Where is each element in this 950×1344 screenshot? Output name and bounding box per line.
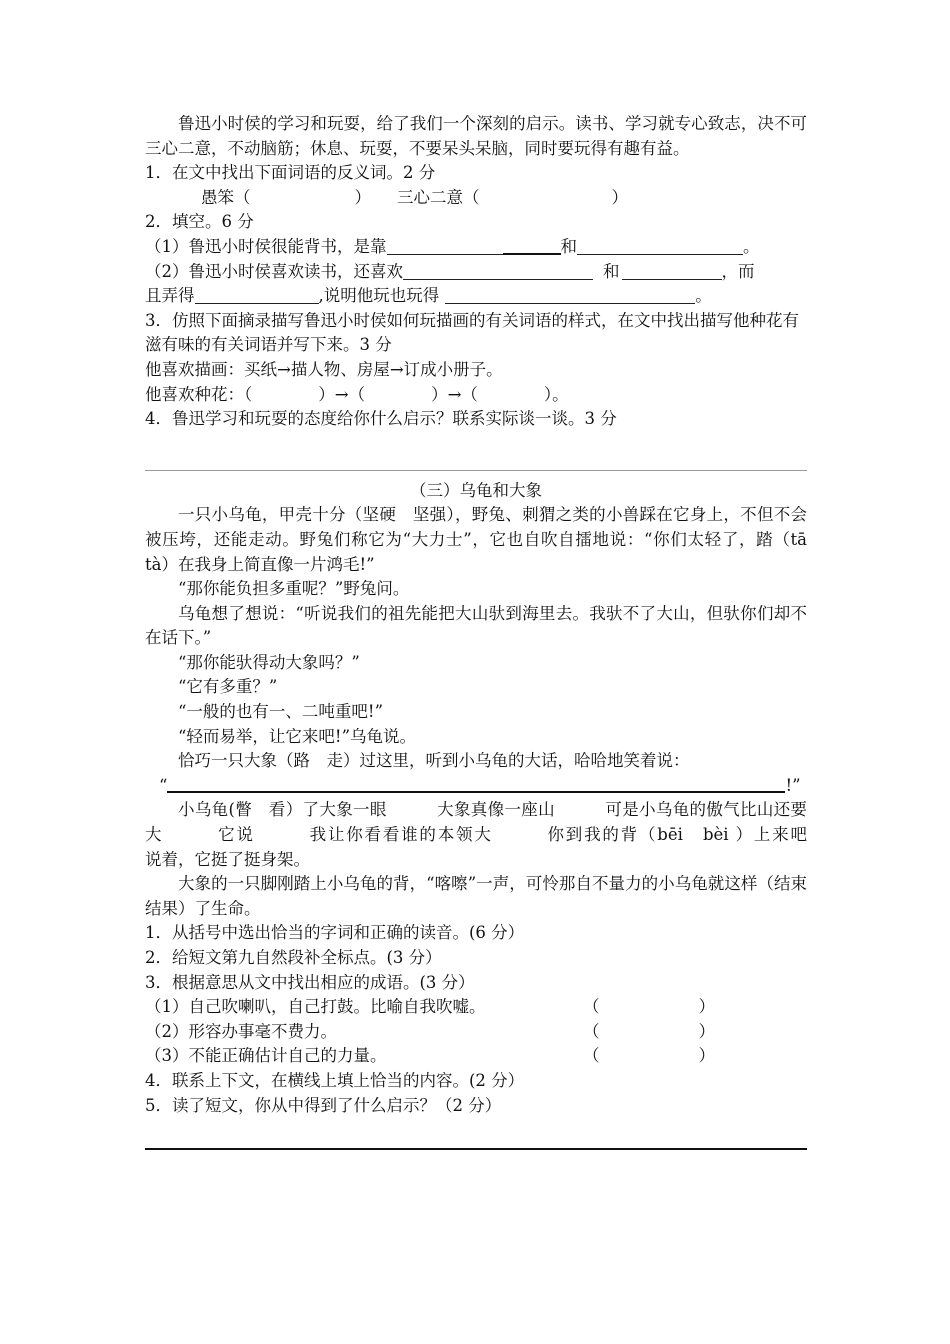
- story-question-1: 1．从括号中选出恰当的字词和正确的读音。(6 分）: [145, 923, 525, 943]
- question-2-1: （1）鲁迅小时侯很能背书，是靠 和 。: [145, 236, 760, 256]
- story-paragraph-9: 小乌龟(瞥 看）了大象一眼 大象真像一座山 可是小乌龟的傲气比山还要大 它说 我让你看看谁的本领大 你到我的背（bēi bèi ）上来吧 说着，它挺了挺身架。: [145, 800, 857, 869]
- story-paragraph-6: “一般的也有一、二吨重吧!”: [178, 702, 384, 722]
- intro-paragraph: 鲁迅小时侯的学习和玩耍，给了我们一个深刻的启示。读书、学习就专心致志，决不可三心二意，不动脑筋；休息、玩耍，不要呆头呆脑，同时要玩得有趣有益。: [145, 114, 807, 158]
- question-3: 3．仿照下面摘录描写鲁迅小时侯如何玩描画的有关词语的样式，在文中找出描写他种花有滋有味的有关词语并写下来。3 分: [145, 310, 799, 355]
- story-question-4: 4．联系上下文，在横线上填上恰当的内容。(2 分）: [145, 1070, 525, 1090]
- story-paragraph-2: “那你能负担多重呢？”野兔问。: [178, 579, 410, 599]
- blank-line[interactable]: [195, 285, 319, 304]
- blank-line[interactable]: [387, 236, 503, 255]
- story-paragraph-8: 恰巧一只大象（路 走）过这里，听到小乌龟的大话，哈哈地笑着说：: [178, 751, 690, 771]
- q1-b-close: ）: [611, 187, 628, 207]
- worksheet-page: [145, 112, 857, 1150]
- long-blank-line[interactable]: [167, 777, 785, 793]
- question-2-2-continued: 且弄得 ,说明他玩也玩得 。: [145, 286, 712, 306]
- section-title: （三）乌龟和大象: [410, 480, 542, 500]
- answer-blank[interactable]: （ ）: [583, 1046, 715, 1066]
- blank-line[interactable]: [445, 285, 695, 304]
- question-2: 2．填空。6 分: [145, 212, 254, 232]
- story-question-5: 5．读了短文，你从中得到了什么启示？（2 分）: [145, 1095, 502, 1115]
- answer-blank[interactable]: （ ）: [583, 997, 715, 1017]
- blank-line[interactable]: [503, 235, 561, 255]
- q1-a-label: 愚笨（: [201, 187, 251, 207]
- question-1: 1．在文中找出下面词语的反义词。2 分: [145, 163, 436, 183]
- answer-line[interactable]: [145, 1148, 807, 1150]
- section-divider: [145, 470, 807, 471]
- story-question-2: 2．给短文第九自然段补全标点。(3 分）: [145, 948, 442, 967]
- q1-b-label: 三心二意（: [397, 187, 480, 207]
- story-paragraph-1: 一只小乌龟，甲壳十分（坚硬 坚强），野兔、刺猬之类的小兽踩在它身上，不但不会被压垮，还能走动。野兔们称它为“大力士”，它也自吹自擂地说：“你们太轻了，踏（tā tà）在我身上简直像一片鸿毛!”: [145, 505, 824, 574]
- story-paragraph-5: “它有多重？”: [178, 677, 278, 697]
- blank-line[interactable]: [622, 261, 722, 280]
- q1-a-close: ）: [354, 187, 371, 207]
- story-paragraph-7: “轻而易举，让它来吧!”乌龟说。: [178, 726, 417, 746]
- question-3-answer: 他喜欢种花：（ ）→（ ）→（ ）。: [145, 384, 569, 404]
- story-paragraph-3: 乌龟想了想说：“听说我们的祖先能把大山驮到海里去。我驮不了大山，但驮你们却不在话下。”: [145, 603, 807, 648]
- story-fill-line: “ !”: [159, 775, 801, 795]
- answer-blank[interactable]: （ ）: [583, 1021, 715, 1041]
- question-2-2: （2）鲁迅小时侯喜欢读书，还喜欢 和 ，而: [145, 261, 755, 281]
- question-4: 4．鲁迅学习和玩耍的态度给你什么启示？联系实际谈一谈。3 分: [145, 409, 617, 429]
- idiom-item: （1）自己吹喇叭，自己打鼓。比喻自我吹嘘。 （ ）: [145, 995, 807, 1020]
- story-paragraph-10: 大象的一只脚刚踏上小乌龟的背，“喀嚓”一声，可怜那自不量力的小乌龟就这样（结束 结果）了生命。: [145, 874, 824, 918]
- story-paragraph-4: “那你能驮得动大象吗？”: [178, 652, 360, 672]
- question-3-example: 他喜欢描画：买纸→描人物、房屋→订成小册子。: [145, 359, 503, 379]
- blank-line[interactable]: [577, 236, 743, 255]
- question-1-blanks: [145, 186, 807, 211]
- idiom-item: （3）不能正确估计自己的力量。 （ ）: [145, 1044, 807, 1069]
- blank-line[interactable]: [403, 261, 593, 280]
- idiom-item: （2）形容办事毫不费力。 （ ）: [145, 1020, 807, 1045]
- story-question-3: 3．根据意思从文中找出相应的成语。(3 分）: [145, 972, 475, 992]
